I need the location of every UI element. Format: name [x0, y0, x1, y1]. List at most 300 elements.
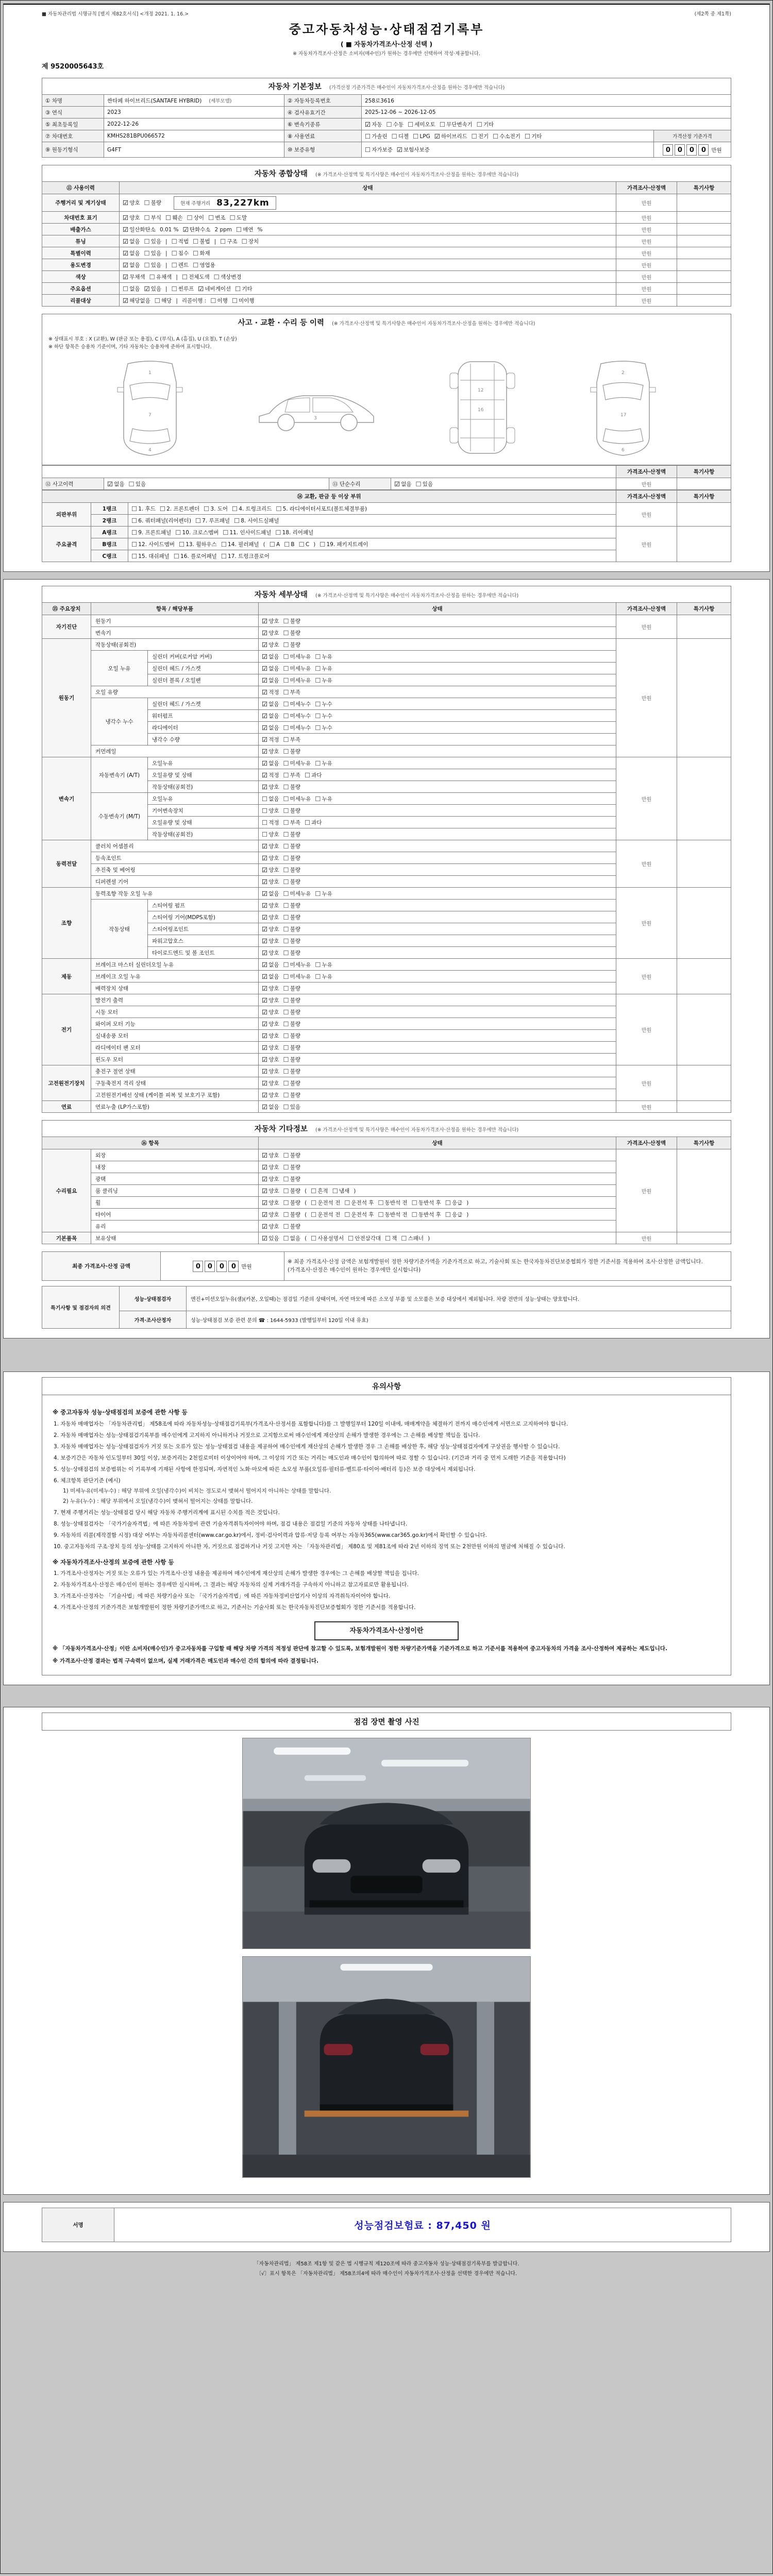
checkbox-화재[interactable]: [193, 249, 210, 257]
checkbox-있음[interactable]: [283, 1103, 301, 1111]
checkbox-없음[interactable]: [262, 700, 279, 708]
checkbox-불량[interactable]: [283, 1032, 301, 1040]
checkbox-누유[interactable]: [315, 759, 332, 767]
checkbox-불량[interactable]: [283, 1091, 301, 1099]
checkbox-양호[interactable]: [262, 807, 279, 815]
checkbox-일산화탄소[interactable]: [123, 226, 156, 233]
checkbox-6. 쿼터패널(리어펜더)[interactable]: [131, 517, 191, 524]
checkbox-누유[interactable]: [315, 973, 332, 980]
checkbox-네비게이션[interactable]: [198, 285, 231, 293]
checkbox-불량[interactable]: [283, 1211, 301, 1218]
notice-line: 5. 성능·상태점검의 보증범위는 이 기록부에 기재된 사항에 한정되며, 자연적인 노화·마모에 따른 소모성 부품(오일류·필터류·벨트류·타이어·배터리 등)은 보증 대상에서 제외됩니다.: [54, 1466, 476, 1472]
checkbox-미세누유[interactable]: [283, 795, 311, 803]
checkbox-스패너[interactable]: [401, 1234, 424, 1242]
checkbox-11. 인사이드패널[interactable]: [223, 529, 271, 536]
checkbox-12. 사이드멤버[interactable]: [131, 540, 175, 548]
checkbox-해당없음[interactable]: [123, 297, 150, 304]
checkbox-누수[interactable]: [315, 700, 332, 708]
checkbox-탄화수소[interactable]: [183, 226, 211, 233]
checkbox-label: 10. 크로스멤버: [182, 529, 219, 536]
checkbox-불량[interactable]: [283, 1056, 301, 1063]
checkbox-glyph: ☐: [315, 676, 321, 684]
column-header: 특기사항: [677, 466, 731, 478]
text-token: |: [165, 238, 167, 245]
checkbox-양호[interactable]: [262, 878, 279, 886]
checkbox-수동[interactable]: [386, 121, 404, 128]
state-cell: [259, 1101, 616, 1113]
checkbox-불량[interactable]: [283, 629, 301, 637]
checkbox-3. 도어[interactable]: [204, 505, 228, 513]
checkbox-LPG[interactable]: [413, 132, 430, 140]
checkbox-glyph: ☑: [262, 664, 268, 672]
checkbox-9. 프론트패널[interactable]: [131, 529, 171, 536]
checkbox-label: 13. 휠하우스: [186, 541, 217, 548]
checkbox-하이브리드[interactable]: [434, 132, 467, 140]
checkbox-양호[interactable]: [262, 1091, 279, 1099]
checkbox-양호[interactable]: [262, 842, 279, 850]
price-unit: 만원: [711, 147, 722, 154]
checkbox-양호[interactable]: [262, 866, 279, 874]
checkbox-있음[interactable]: [144, 249, 162, 257]
checkbox-10. 크로스멤버[interactable]: [175, 529, 219, 536]
checkbox-무단변속기[interactable]: [440, 121, 473, 128]
checkbox-양호[interactable]: [262, 1163, 279, 1171]
checkbox-해당[interactable]: [155, 297, 172, 304]
checkbox-14. 필러패널[interactable]: [221, 540, 259, 548]
checkbox-불량[interactable]: [283, 996, 301, 1004]
checkbox-glyph: ☐: [213, 273, 220, 281]
value-box-value: 83,227km: [216, 197, 270, 208]
table-row: [42, 527, 731, 538]
checkbox-적법[interactable]: [172, 238, 189, 245]
checkbox-누유[interactable]: [315, 665, 332, 672]
notice-line: 2. 자동차 매매업자는 성능·상태점검기록부를 매수인에게 고지하지 아니하거나 거짓으로 고지함으로써 매수인에게 재산상의 손해가 발생한 경우에는 그 손해를 배상할 책임을 집니다.: [54, 1432, 480, 1438]
svg-text:16: 16: [478, 408, 484, 413]
checkbox-색상변경[interactable]: [214, 273, 242, 281]
checkbox-양호[interactable]: [262, 913, 279, 921]
checkbox-없음[interactable]: [262, 795, 279, 803]
text-token: 리콜이행 :: [181, 297, 207, 304]
checkbox-양호[interactable]: [262, 1151, 279, 1159]
checkbox-운전석 후[interactable]: [344, 1211, 374, 1218]
checkbox-유채색[interactable]: [149, 273, 172, 281]
checkbox-B[interactable]: [284, 540, 294, 548]
checkbox-없음[interactable]: [262, 759, 279, 767]
table-row: [42, 503, 731, 515]
checkbox-glyph: ☐: [305, 771, 311, 779]
checkbox-양호[interactable]: [262, 1020, 279, 1028]
checkbox-양호[interactable]: [262, 831, 279, 838]
checkbox-양호[interactable]: [262, 641, 279, 649]
group-label: 원동기: [42, 639, 91, 757]
section-etc-title: 자동차 기타정보: [254, 1125, 308, 1133]
price-digit: 0: [663, 144, 673, 156]
checkbox-없음[interactable]: [123, 261, 140, 269]
checkbox-glyph: ☐: [262, 806, 268, 815]
checkbox-누유[interactable]: [315, 890, 332, 897]
checkbox-glyph: ☐: [332, 1187, 338, 1195]
checkbox-누유[interactable]: [315, 961, 332, 969]
checkbox-label: 없음: [268, 665, 279, 672]
checkbox-누수[interactable]: [315, 724, 332, 732]
checkbox-label: 도말: [236, 214, 247, 221]
checkbox-glyph: ☐: [283, 617, 289, 625]
checkbox-불량[interactable]: [283, 937, 301, 945]
checkbox-label: 운전석 후: [351, 1199, 374, 1206]
notice-line: 1. 자동차 매매업자는 「자동차관리법」 제58조에 따라 자동차성능·상태점검기록부(가격조사·산정서를 포함합니다)를 그 발행일부터 120일 이내에, 매매계약을 체결하기 전까지 매수인에게 서면으로 고지하여야 합니다.: [54, 1420, 568, 1427]
checkbox-미세누유[interactable]: [283, 890, 311, 897]
checkbox-불량[interactable]: [283, 831, 301, 838]
checkbox-있음[interactable]: [416, 480, 433, 488]
checkbox-수소전기[interactable]: [493, 132, 520, 140]
state-cell: [120, 259, 616, 271]
checkbox-누수[interactable]: [315, 712, 332, 720]
checkbox-양호[interactable]: [262, 1175, 279, 1183]
checkbox-전기[interactable]: [472, 132, 489, 140]
checkbox-glyph: ☐: [401, 1234, 407, 1242]
checkbox-양호[interactable]: [262, 1032, 279, 1040]
checkbox-변조[interactable]: [208, 214, 226, 222]
group-label-outer-panel: 외판부위: [42, 503, 91, 527]
checkbox-부족[interactable]: [283, 819, 301, 826]
checkbox-기타[interactable]: [235, 285, 253, 293]
checkbox-미세누유[interactable]: [283, 676, 311, 684]
checkbox-보험사보증[interactable]: [397, 146, 430, 154]
checkbox-영업용[interactable]: [193, 261, 215, 269]
checkbox-적정[interactable]: [262, 819, 279, 826]
checkbox-적정[interactable]: [262, 771, 279, 779]
checkbox-없음[interactable]: [262, 961, 279, 969]
checkbox-label: 화재: [199, 250, 210, 257]
checkbox-양호[interactable]: [123, 214, 140, 222]
checkbox-양호[interactable]: [262, 1079, 279, 1087]
state-cell: [259, 1232, 616, 1244]
item-label: 와이퍼 모터 기능: [91, 1018, 259, 1030]
checkbox-불량[interactable]: [283, 1020, 301, 1028]
checkbox-없음[interactable]: [394, 480, 412, 488]
table-row: [42, 271, 731, 283]
checkbox-4. 트렁크리드[interactable]: [232, 505, 272, 513]
checkbox-없음[interactable]: [123, 285, 140, 293]
checkbox-부족[interactable]: [283, 688, 301, 696]
checkbox-있음[interactable]: [262, 1234, 279, 1242]
checkbox-양호[interactable]: [262, 1187, 279, 1195]
signature-card: [3, 2202, 770, 2252]
checkbox-label: 불량: [290, 950, 301, 956]
checkbox-없음[interactable]: [283, 1234, 301, 1242]
checkbox-label: 양호: [268, 1176, 279, 1182]
table-header-row: [42, 603, 731, 615]
checkbox-이행[interactable]: [210, 297, 228, 304]
checkbox-적정[interactable]: [262, 688, 279, 696]
checkbox-불량[interactable]: [283, 748, 301, 755]
checkbox-없음[interactable]: [123, 249, 140, 257]
photo-card: [3, 1707, 770, 2195]
checkbox-없음[interactable]: [262, 724, 279, 732]
checkbox-label: 없음: [268, 973, 279, 980]
checkbox-불량[interactable]: [283, 807, 301, 815]
checkbox-glyph: ☑: [123, 261, 129, 269]
checkbox-불량[interactable]: [144, 199, 162, 207]
checkbox-label: 불량: [290, 914, 301, 921]
checkbox-썬루프[interactable]: [172, 285, 194, 293]
checkbox-불량[interactable]: [283, 1199, 301, 1207]
checkbox-양호[interactable]: [262, 629, 279, 637]
fuel-type-checks: [362, 130, 654, 142]
checkbox-glyph: ☑: [144, 284, 150, 293]
checkbox-동반석 전[interactable]: [378, 1211, 407, 1218]
checkbox-불량[interactable]: [283, 866, 301, 874]
checkbox-glyph: ☐: [154, 296, 161, 304]
checkbox-8. 사이드실패널[interactable]: [234, 517, 279, 524]
checkbox-도말[interactable]: [230, 214, 247, 222]
checkbox-냄새[interactable]: [332, 1187, 350, 1195]
state-cell: [259, 1161, 616, 1173]
state-cell: [259, 1077, 616, 1089]
column-header: 특기사항: [677, 490, 731, 503]
checkbox-있음[interactable]: [129, 480, 146, 488]
state-cell: [259, 1030, 616, 1042]
checkbox-동반석 후[interactable]: [412, 1199, 441, 1207]
checkbox-glyph: ☑: [262, 1043, 268, 1052]
checkbox-양호[interactable]: [262, 1067, 279, 1075]
checkbox-glyph: ☐: [171, 261, 177, 269]
checkbox-있음[interactable]: [144, 285, 162, 293]
checkbox-양호[interactable]: [262, 985, 279, 992]
checkbox-미세누수[interactable]: [283, 724, 311, 732]
checkbox-불량[interactable]: [283, 1187, 301, 1195]
item-label: 배력장치 상태: [91, 982, 259, 994]
checkbox-미세누유[interactable]: [283, 653, 311, 660]
checkbox-운전석 전[interactable]: [311, 1211, 340, 1218]
checkbox-label: 부족: [290, 689, 301, 696]
checkbox-운전석 후[interactable]: [344, 1199, 374, 1207]
checkbox-동반석 전[interactable]: [378, 1199, 407, 1207]
checkbox-없음[interactable]: [262, 712, 279, 720]
checkbox-glyph: ☑: [262, 1091, 268, 1099]
checkbox-미세누유[interactable]: [283, 973, 311, 980]
checkbox-1. 후드[interactable]: [131, 505, 156, 513]
checkbox-적정[interactable]: [262, 736, 279, 743]
checkbox-가솔린[interactable]: [365, 132, 388, 140]
section-overall-note: (※ 가격조사·산정액 및 특기사항은 매수인이 자동차가격조사·산정을 원하는 경우에만 적습니다): [315, 172, 519, 178]
checkbox-양호[interactable]: [262, 1044, 279, 1052]
text-token: 2 ppm: [214, 226, 232, 233]
checkbox-양호[interactable]: [262, 996, 279, 1004]
checkbox-불량[interactable]: [283, 1079, 301, 1087]
checkbox-불량[interactable]: [283, 1175, 301, 1183]
checkbox-양호[interactable]: [262, 1008, 279, 1016]
checkbox-장치[interactable]: [242, 238, 259, 245]
checkbox-없음[interactable]: [262, 653, 279, 660]
table-row: [42, 1232, 731, 1244]
checkbox-label: 양호: [268, 1080, 279, 1087]
checkbox-없음[interactable]: [262, 1103, 279, 1111]
checkbox-불량[interactable]: [283, 1223, 301, 1230]
state-cell: [259, 1209, 616, 1221]
checkbox-label: 누유: [322, 890, 332, 897]
checkbox-15. 대쉬패널[interactable]: [131, 552, 170, 560]
checkbox-응급[interactable]: [445, 1211, 463, 1218]
checkbox-label: 1. 후드: [138, 505, 156, 512]
checkbox-17. 트렁크플로어[interactable]: [221, 552, 270, 560]
checkbox-미세누수[interactable]: [283, 700, 311, 708]
checkbox-양호[interactable]: [262, 854, 279, 862]
checkbox-glyph: ☐: [144, 261, 150, 269]
checkbox-과다[interactable]: [305, 771, 322, 779]
item-label: 냉각수 수량: [148, 734, 259, 745]
checkbox-양호[interactable]: [262, 937, 279, 945]
checkbox-없음[interactable]: [123, 238, 140, 245]
checkbox-label: 불량: [290, 1199, 301, 1206]
checkbox-A[interactable]: [270, 540, 280, 548]
checkbox-부식[interactable]: [144, 214, 162, 222]
checkbox-glyph: ☐: [275, 528, 281, 536]
checkbox-부족[interactable]: [283, 771, 301, 779]
checkbox-C[interactable]: [299, 540, 310, 548]
checkbox-전체도색[interactable]: [182, 273, 210, 281]
state-cell: [259, 674, 616, 686]
checkbox-label: 누유: [322, 961, 332, 968]
checkbox-양호[interactable]: [262, 949, 279, 957]
checkbox-불량[interactable]: [283, 617, 301, 625]
checkbox-응급[interactable]: [445, 1199, 463, 1207]
item-label: 커먼레일: [91, 745, 259, 757]
checkbox-침수[interactable]: [172, 249, 189, 257]
checkbox-glyph: ☐: [411, 1198, 417, 1207]
state-cell: [259, 1197, 616, 1209]
checkbox-매연[interactable]: [236, 226, 254, 233]
checkbox-불량[interactable]: [283, 913, 301, 921]
checkbox-label: 보험사보증: [404, 147, 430, 153]
checkbox-label: 잭: [392, 1235, 397, 1242]
checkbox-있음[interactable]: [144, 261, 162, 269]
checkbox-불량[interactable]: [283, 985, 301, 992]
checkbox-불량[interactable]: [283, 1008, 301, 1016]
checkbox-누유[interactable]: [315, 795, 332, 803]
checkbox-양호[interactable]: [262, 783, 279, 791]
checkbox-누유[interactable]: [315, 676, 332, 684]
checkbox-자가보증[interactable]: [365, 146, 393, 154]
checkbox-양호[interactable]: [262, 1211, 279, 1218]
checkbox-19. 패키지트레이[interactable]: [320, 540, 368, 548]
checkbox-미세누유[interactable]: [283, 961, 311, 969]
checkbox-사용설명서[interactable]: [311, 1234, 344, 1242]
checkbox-잭[interactable]: [385, 1234, 397, 1242]
checkbox-동반석 후[interactable]: [412, 1211, 441, 1218]
checkbox-없음[interactable]: [107, 480, 125, 488]
checkbox-13. 휠하우스[interactable]: [179, 540, 217, 548]
checkbox-glyph: ☑: [262, 688, 268, 696]
checkbox-label: 불량: [290, 748, 301, 755]
checkbox-불량[interactable]: [283, 842, 301, 850]
group-label: 고전원전기장치: [42, 1065, 91, 1101]
checkbox-2. 프론트펜더[interactable]: [160, 505, 199, 513]
checkbox-label: 미이행: [239, 297, 255, 304]
checkbox-불량[interactable]: [283, 1067, 301, 1075]
checkbox-양호[interactable]: [262, 902, 279, 909]
checkbox-양호[interactable]: [262, 748, 279, 755]
checkbox-16. 플로어패널[interactable]: [174, 552, 217, 560]
checkbox-없음[interactable]: [262, 973, 279, 980]
submodel-label: (세부모델): [209, 98, 232, 104]
checkbox-미세누유[interactable]: [283, 759, 311, 767]
table-row: [42, 478, 731, 490]
checkbox-불량[interactable]: [283, 949, 301, 957]
checkbox-label: 불량: [290, 997, 301, 1004]
checkbox-label: 부식: [150, 214, 162, 221]
checkbox-미이행[interactable]: [232, 297, 255, 304]
checkbox-과다[interactable]: [305, 819, 322, 826]
column-header: 가격조사·산정액: [616, 1137, 677, 1149]
checkbox-label: 양호: [268, 985, 279, 992]
checkbox-불량[interactable]: [283, 854, 301, 862]
checkbox-label: 불량: [290, 1211, 301, 1218]
checkbox-디젤[interactable]: [392, 132, 409, 140]
checkbox-18. 리어패널[interactable]: [275, 529, 313, 536]
checkbox-구조[interactable]: [220, 238, 238, 245]
checkbox-누유[interactable]: [315, 653, 332, 660]
checkbox-있음[interactable]: [144, 238, 162, 245]
checkbox-흔적[interactable]: [311, 1187, 328, 1195]
checkbox-label: 양호: [268, 855, 279, 861]
checkbox-미세누수[interactable]: [283, 712, 311, 720]
checkbox-양호[interactable]: [123, 199, 140, 207]
checkbox-label: 불량: [290, 1068, 301, 1075]
checkbox-label: 스패너: [408, 1235, 424, 1242]
table-row: [42, 1286, 731, 1311]
checkbox-자동[interactable]: [365, 121, 382, 128]
checkbox-불량[interactable]: [283, 783, 301, 791]
checkbox-불량[interactable]: [283, 1044, 301, 1052]
checkbox-기타[interactable]: [525, 132, 542, 140]
checkbox-7. 루프패널[interactable]: [195, 517, 230, 524]
checkbox-label: 18. 리어패널: [282, 529, 314, 536]
checkbox-세미오토[interactable]: [408, 121, 435, 128]
checkbox-glyph: ☐: [193, 237, 199, 245]
checkbox-양호[interactable]: [262, 617, 279, 625]
checkbox-불법[interactable]: [193, 238, 210, 245]
checkbox-양호[interactable]: [262, 1199, 279, 1207]
checkbox-상이[interactable]: [187, 214, 205, 222]
checkbox-부족[interactable]: [283, 736, 301, 743]
checkbox-불량[interactable]: [283, 641, 301, 649]
checkbox-불량[interactable]: [283, 878, 301, 886]
checkbox-불량[interactable]: [283, 902, 301, 909]
checkbox-불량[interactable]: [283, 1151, 301, 1159]
checkbox-불량[interactable]: [283, 1163, 301, 1171]
checkbox-불량[interactable]: [283, 925, 301, 933]
checkbox-안전삼각대[interactable]: [348, 1234, 381, 1242]
checkbox-훼손[interactable]: [165, 214, 183, 222]
checkbox-5. 라디에이터서포트(볼트체결부품)[interactable]: [276, 505, 367, 513]
checkbox-label: 양호: [268, 1056, 279, 1063]
checkbox-무채색[interactable]: [123, 273, 145, 281]
checkbox-없음[interactable]: [262, 676, 279, 684]
checkbox-label: 불량: [290, 1032, 301, 1039]
price-digit: 0: [205, 1261, 215, 1272]
checkbox-기타[interactable]: [477, 121, 494, 128]
checkbox-양호[interactable]: [262, 925, 279, 933]
checkbox-양호[interactable]: [262, 1223, 279, 1230]
checkbox-렌트[interactable]: [172, 261, 189, 269]
checkbox-양호[interactable]: [262, 1056, 279, 1063]
checkbox-glyph: ☐: [283, 759, 289, 767]
checkbox-없음[interactable]: [262, 890, 279, 897]
checkbox-운전석 전[interactable]: [311, 1199, 340, 1207]
checkbox-미세누유[interactable]: [283, 665, 311, 672]
checkbox-없음[interactable]: [262, 665, 279, 672]
